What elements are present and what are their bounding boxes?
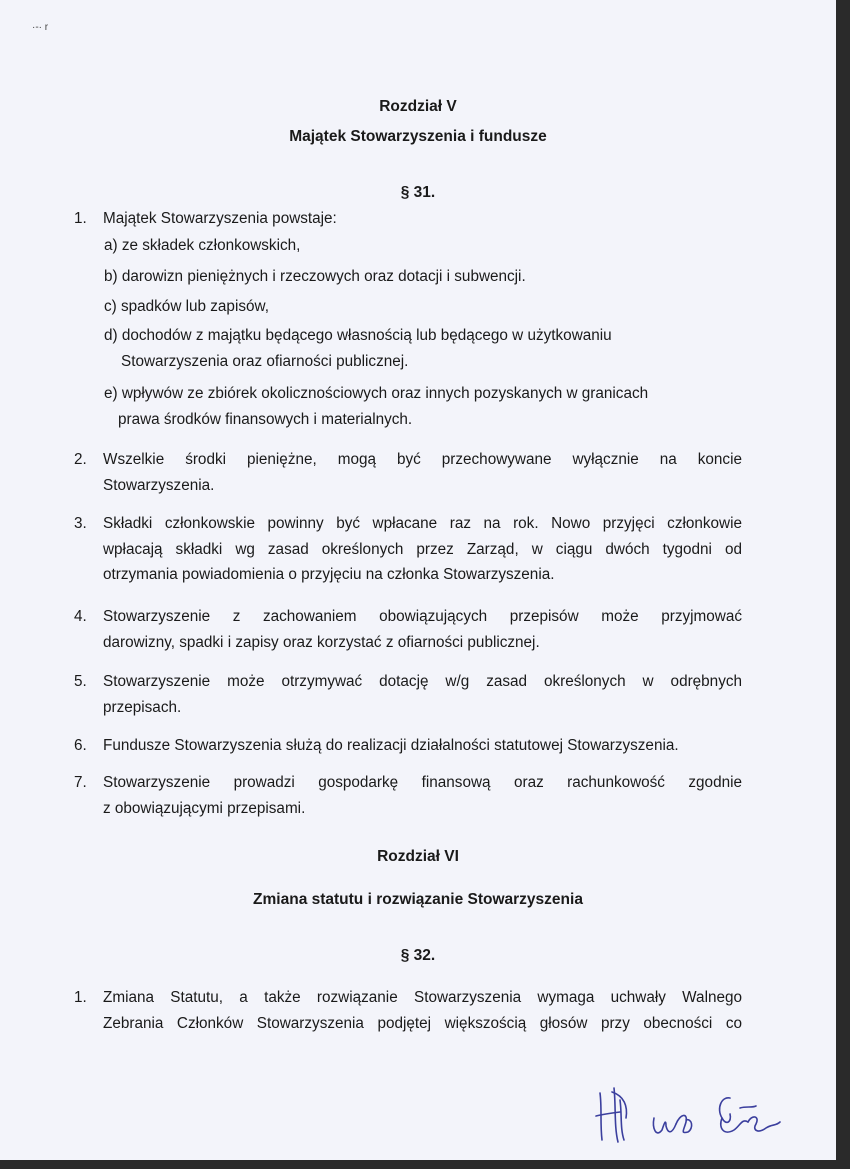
paragraph-4 xyxy=(74,604,742,655)
paragraph-1 xyxy=(74,206,742,232)
scan-edge-bottom xyxy=(0,1160,850,1169)
paragraph-line: Zebrania Członków Stowarzyszenia podjętej większością głosów przy obecności co xyxy=(103,1014,742,1032)
paragraph-7 xyxy=(74,770,742,821)
chapter-subtitle: Majątek Stowarzyszenia i fundusze xyxy=(289,128,547,145)
paragraph-number: 3. xyxy=(74,515,87,532)
paragraph-line: Stowarzyszenie prowadzi gospodarkę finansową oraz rachunkowość zgodnie xyxy=(103,774,742,791)
paragraph-line: Stowarzyszenia. xyxy=(103,476,215,494)
paragraph-line: Wszelkie środki pieniężne, mogą być przechowywane wyłącznie na koncie xyxy=(103,451,742,468)
list-item-continuation: prawa środków finansowych i materialnych. xyxy=(118,410,413,428)
paragraph-number: 1. xyxy=(74,210,87,227)
paragraph-line: przepisach. xyxy=(103,698,182,716)
paragraph-number: 2. xyxy=(74,451,87,468)
handwritten-signature xyxy=(590,1078,800,1148)
paragraph-2 xyxy=(74,447,742,498)
paragraph-3 xyxy=(74,511,742,588)
list-item-e xyxy=(104,381,744,432)
list-item-b xyxy=(104,264,744,290)
paragraph-line: Stowarzyszenie może otrzymywać dotację w/g zasad określonych w odrębnych xyxy=(103,673,742,690)
list-item-text: c) spadków lub zapisów, xyxy=(104,298,269,315)
section-heading: § 32. xyxy=(400,947,436,964)
chapter-title: Rozdział VI xyxy=(377,848,459,865)
paragraph-line: Składki członkowskie powinny być wpłacane raz na rok. Nowo przyjęci członkowie xyxy=(103,515,742,532)
list-item-text: e) wpływów ze zbiórek okolicznościowych oraz innych pozyskanych w granicach xyxy=(104,385,649,402)
paragraph-line: Zmiana Statutu, a także rozwiązanie Stowarzyszenia wymaga uchwały Walnego xyxy=(103,989,742,1006)
scan-corner-mark: ·-· r xyxy=(32,22,49,33)
paragraph-number: 7. xyxy=(74,774,87,791)
paragraph-line: darowizny, spadki i zapisy oraz korzystać z ofiarności publicznej. xyxy=(103,633,540,651)
paragraph-number: 4. xyxy=(74,608,87,625)
paragraph-line: wpłacają składki wg zasad określonych przez Zarząd, w ciągu dwóch tygodni od xyxy=(103,540,742,558)
paragraph-line: Stowarzyszenie z zachowaniem obowiązujących przepisów może przyjmować xyxy=(103,608,742,625)
chapter-title: Rozdział V xyxy=(379,98,457,115)
list-item-c xyxy=(104,294,744,320)
paragraph-line: Majątek Stowarzyszenia powstaje: xyxy=(103,210,337,227)
paragraph-5 xyxy=(74,669,742,720)
paragraph-line: otrzymania powiadomienia o przyjęciu na członka Stowarzyszenia. xyxy=(103,566,555,583)
paragraph-number: 6. xyxy=(74,737,87,754)
list-item-continuation: Stowarzyszenia oraz ofiarności publicznej. xyxy=(121,352,409,370)
list-item-text: d) dochodów z majątku będącego własnością lub będącego w użytkowaniu xyxy=(104,327,612,344)
chapter-subtitle: Zmiana statutu i rozwiązanie Stowarzyszenia xyxy=(253,891,583,908)
paragraph-number: 1. xyxy=(74,989,87,1006)
list-item-text: b) darowizn pieniężnych i rzeczowych oraz dotacji i subwencji. xyxy=(104,268,526,285)
paragraph-6 xyxy=(74,733,742,759)
paragraph-32-1 xyxy=(74,985,742,1036)
paragraph-line: z obowiązującymi przepisami. xyxy=(103,799,306,817)
list-item-a xyxy=(104,233,744,259)
list-item-text: a) ze składek członkowskich, xyxy=(104,237,301,254)
section-heading: § 31. xyxy=(400,184,436,201)
scan-edge-right xyxy=(836,0,850,1169)
paragraph-number: 5. xyxy=(74,673,87,690)
list-item-d xyxy=(104,323,744,374)
paragraph-line: Fundusze Stowarzyszenia służą do realizacji działalności statutowej Stowarzyszenia. xyxy=(103,737,679,754)
